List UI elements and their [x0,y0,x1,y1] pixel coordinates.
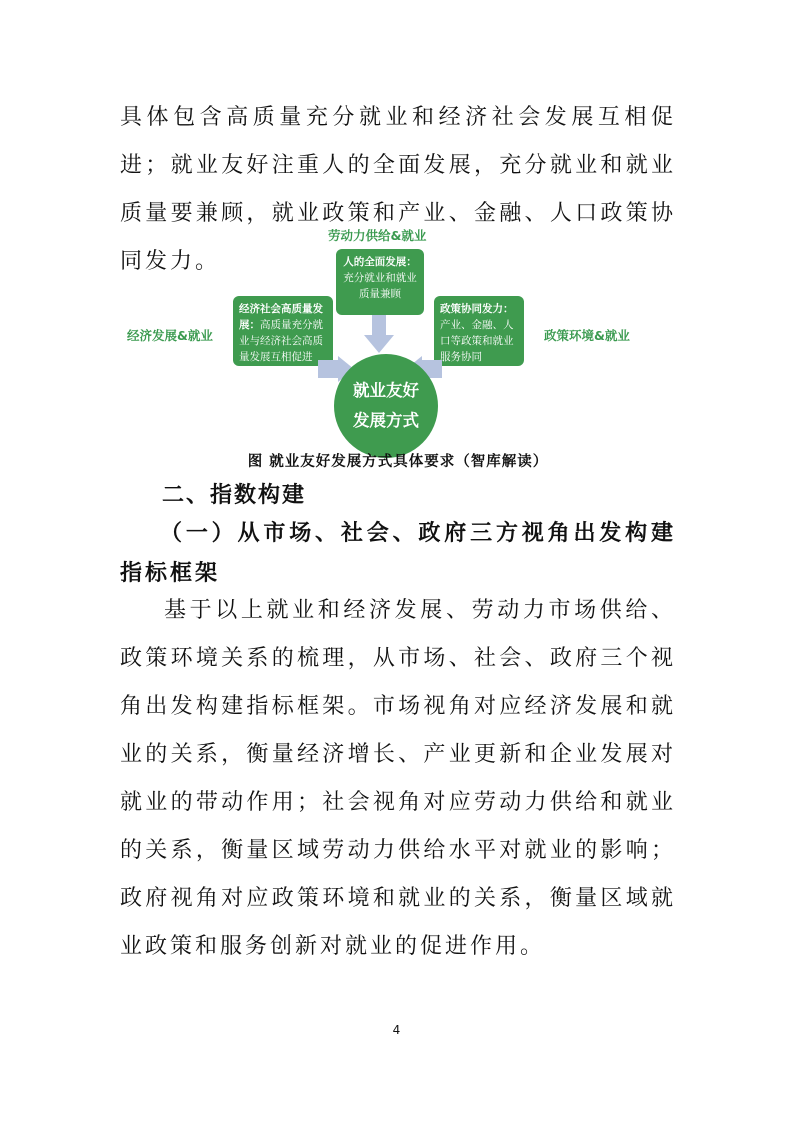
subsection-heading: （一）从市场、社会、政府三方视角出发构建指标框架 [120,520,676,586]
down-arrow-icon [364,315,394,355]
section-heading: 二、指数构建 [162,483,307,508]
left-box-head: 经济社会高质量发展： [239,303,323,331]
right-box-body: 产业、金融、人口等政策和就业服务协同 [440,319,514,363]
center-circle [334,354,438,458]
top-box-body: 充分就业和就业质量兼顾 [343,272,417,300]
employment-friendly-diagram [120,222,676,448]
center-line-1: 就业友好 [353,381,419,400]
body-paragraph-2: 基于以上就业和经济发展、劳动力市场供给、政策环境关系的梳理，从市场、社会、政府三个视角出发构建指标框架。市场视角对应经济发展和就业的关系，衡量经济增长、产业更新和企业发展对就业的带动作用；社会视角对应劳动力供给和就业的关系，衡量区域劳动力供给水平对就业的影响；政府视角对应政策环境和就业的关系，衡量区域就业政策和服务创新对就业的促进作用。 [120,598,676,959]
left-box-body: 高质量充分就业与经济社会高质量发展互相促进 [239,319,323,363]
right-box-head: 政策协同发力： [440,303,514,315]
body-paragraph-1: 具体包含高质量充分就业和经济社会发展互相促进；就业友好注重人的全面发展，充分就业和就业质量要兼顾，就业政策和产业、金融、人口政策协同发力。 [120,105,676,274]
top-box-head: 人的全面发展： [343,256,417,268]
top-label: 劳动力供给&就业 [328,228,427,243]
figure-caption: 图 就业友好发展方式具体要求（智库解读） [247,453,549,470]
center-line-2: 发展方式 [353,411,419,430]
right-box [434,296,524,366]
page-number: 4 [392,1023,401,1037]
top-box [336,249,424,315]
left-label: 经济发展&就业 [127,328,213,343]
right-label: 政策环境&就业 [544,328,630,343]
